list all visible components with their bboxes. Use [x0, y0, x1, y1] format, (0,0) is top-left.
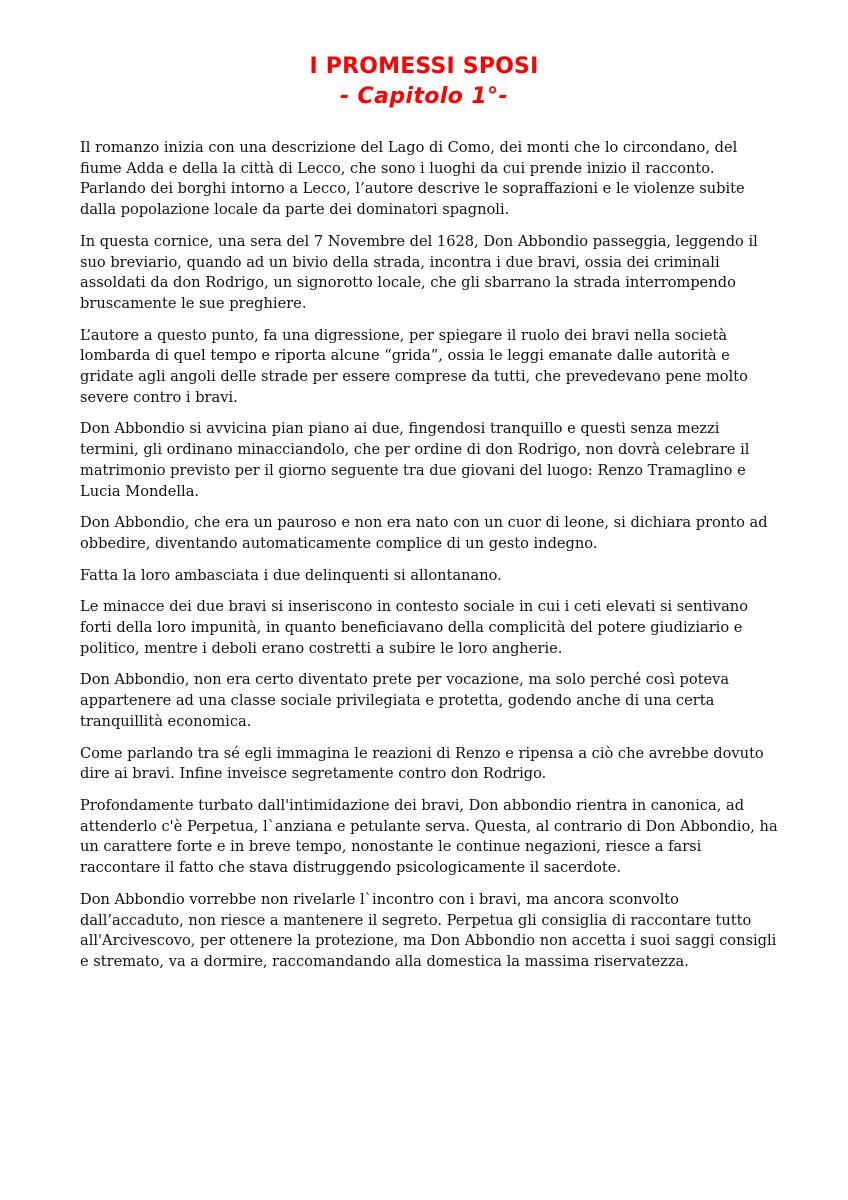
paragraph-4: Don Abbondio si avvicina pian piano ai due, fingendosi tranquillo e questi senza mezzi termini, gli ordinano minacciandolo, che per ordine di don Rodrigo, non dovrà celebrare il matrimonio previsto per il giorno seguente tra due giovani del luogo: Renzo Tramaglino e Lucia Mondella.: [80, 420, 750, 500]
paragraph-9: Come parlando tra sé egli immagina le reazioni di Renzo e ripensa a ciò che avrebbe dovuto dire ai bravi. Infine inveisce segretamente contro don Rodrigo.: [80, 744, 764, 783]
paragraph-3: L’autore a questo punto, fa una digressione, per spiegare il ruolo dei bravi nella società lombarda di quel tempo e riporta alcune “grida”, ossia le leggi emanate dalle autorità e gridate agli angoli delle strade per essere comprese da tutti, che prevedevano pene molto severe contro i bravi.: [80, 326, 748, 406]
body-text: [80, 138, 780, 984]
document-title: I PROMESSI SPOSI: [309, 54, 539, 79]
paragraph-6: Fatta la loro ambasciata i due delinquenti si allontanano.: [80, 566, 502, 584]
paragraph-2: In questa cornice, una sera del 7 Novembre del 1628, Don Abbondio passeggia, leggendo il suo breviario, quando ad un bivio della strada, incontra i due bravi, ossia dei criminali assoldati da don Rodrigo, un signorotto locale, che gli sbarrano la strada interrompendo bruscamente le sue preghiere.: [80, 232, 758, 312]
chapter-subtitle: - Capitolo 1°-: [339, 84, 509, 109]
paragraph-1: Il romanzo inizia con una descrizione del Lago di Como, dei monti che lo circondano, del fiume Adda e della la città di Lecco, che sono i luoghi da cui prende inizio il racconto. Parlando dei borghi intorno a Lecco, l’autore descrive le sopraffazioni e le violenze subite dalla popolazione locale da parte dei dominatori spagnoli.: [80, 139, 745, 219]
paragraph-10: Profondamente turbato dall'intimidazione dei bravi, Don abbondio rientra in canonica, ad attenderlo c'è Perpetua, l`anziana e petulante serva. Questa, al contrario di Don Abbondio, ha un carattere forte e in breve tempo, nonostante le continue negazioni, riesce a farsi raccontare il fatto che stava distruggendo psicologicamente il sacerdote.: [80, 796, 778, 877]
paragraph-5: Don Abbondio, che era un pauroso e non era nato con un cuor di leone, si dichiara pronto ad obbedire, diventando automaticamente complice di un gesto indegno.: [80, 514, 768, 552]
paragraph-7: Le minacce dei due bravi si inseriscono in contesto sociale in cui i ceti elevati si sentivano forti della loro impunità, in quanto beneficiavano della complicità del potere giudiziario e politico, mentre i deboli erano costretti a subire le loro angherie.: [80, 598, 748, 657]
title-block: [0, 52, 848, 112]
paragraph-8: Don Abbondio, non era certo diventato prete per vocazione, ma solo perché così poteva appartenere ad una classe sociale privilegiata e protetta, godendo anche di una certa tranquillità economica.: [80, 671, 730, 730]
paragraph-11: Don Abbondio vorrebbe non rivelarle l`incontro con i bravi, ma ancora sconvolto dall’accaduto, non riesce a mantenere il segreto. Perpetua gli consiglia di raccontare tutto all'Arcivescovo, per ottenere la protezione, ma Don Abbondio non accetta i suoi saggi consigli e stremato, va a dormire, raccomandando alla domestica la massima riservatezza.: [80, 890, 777, 970]
